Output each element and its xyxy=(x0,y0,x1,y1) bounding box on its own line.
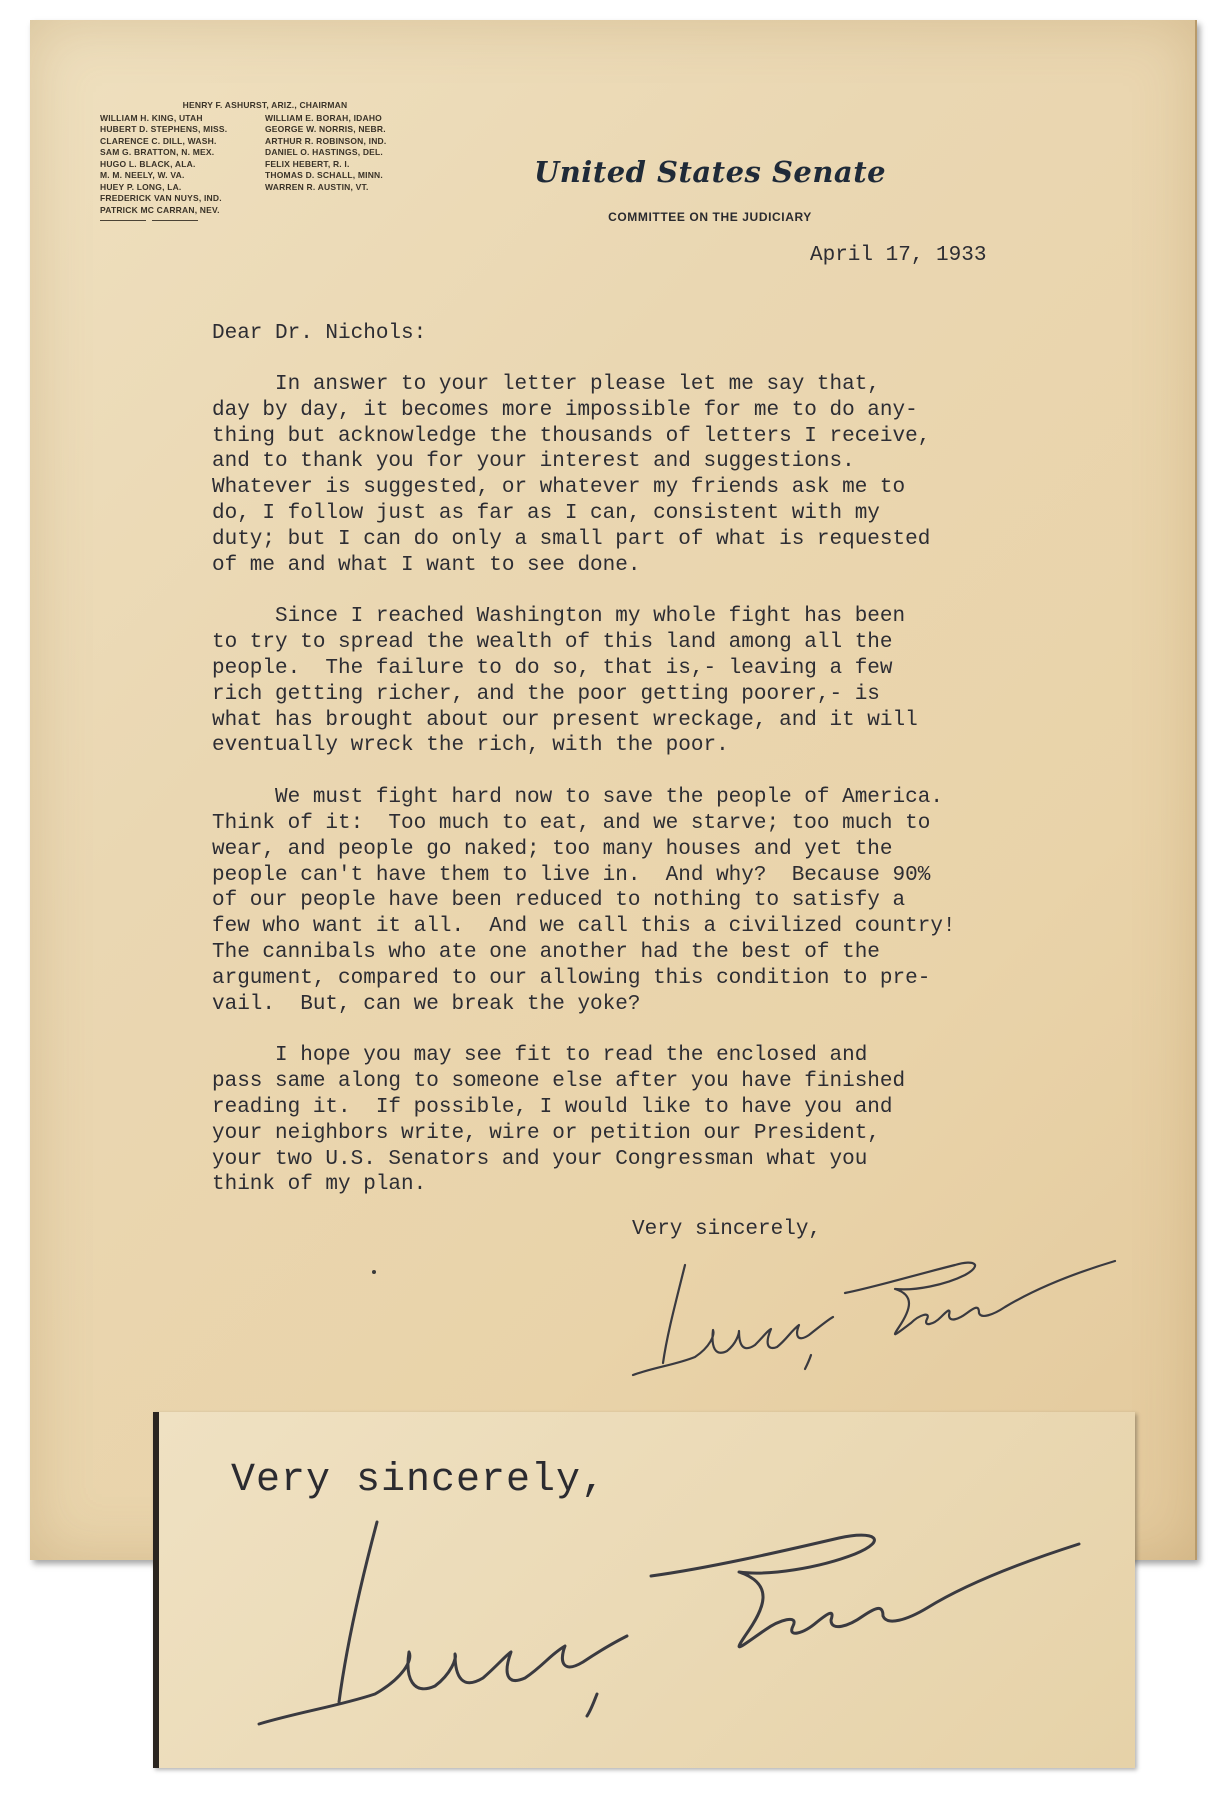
roster-member: HUBERT D. STEPHENS, MISS. xyxy=(100,124,228,134)
letter-body xyxy=(212,372,1142,1224)
roster-column-left xyxy=(100,113,265,222)
committee-chairman: HENRY F. ASHURST, ARIZ., CHAIRMAN xyxy=(182,100,348,110)
roster-member: CLARENCE C. DILL, WASH. xyxy=(100,135,217,146)
roster-member: M. M. NEELY, W. VA. xyxy=(100,170,185,180)
roster-member: WILLIAM E. BORAH, IDAHO xyxy=(265,112,382,123)
roster-member: THOMAS D. SCHALL, MINN. xyxy=(265,170,383,180)
roster-member: WILLIAM H. KING, UTAH xyxy=(100,112,203,123)
letter-salutation: Dear Dr. Nichols: xyxy=(212,322,427,345)
roster-member: ARTHUR R. ROBINSON, IND. xyxy=(265,135,387,146)
roster-member: WARREN R. AUSTIN, VT. xyxy=(265,181,369,192)
letter-closing: Very sincerely, xyxy=(632,1218,822,1241)
roster-member: PATRICK MC CARRAN, NEV. xyxy=(100,204,220,215)
inset-closing: Very sincerely, xyxy=(231,1458,607,1503)
letter-paragraph: Since I reached Washington my whole fight has been to try to spread the wealth of this land among all the people. The failure to do so, that is,- leaving a few rich getting richer, and the poor getting poorer,- is what has brought about our present wreckage, and it will eventually wreck the rich, with the poor. xyxy=(212,605,918,758)
roster-column-right xyxy=(265,113,430,222)
roster-member: DANIEL O. HASTINGS, DEL. xyxy=(265,147,383,157)
letterhead-committee: COMMITTEE ON THE JUDICIARY xyxy=(608,210,812,224)
roster-member: HUEY P. LONG, LA. xyxy=(100,181,182,192)
signature-huey-long xyxy=(615,1235,1135,1385)
letter-paragraph: I hope you may see fit to read the enclosed and pass same along to someone else after you have finished reading it. If possible, I would like to have you and your neighbors write, wire or petition our President, your two U.S. Senators and your Congressman what you think of my plan. xyxy=(212,1044,906,1197)
letter-date: April 17, 1933 xyxy=(810,244,987,267)
roster-member: FREDERICK VAN NUYS, IND. xyxy=(100,193,222,203)
roster-member: SAM G. BRATTON, N. MEX. xyxy=(100,147,215,157)
ink-dot xyxy=(372,1270,376,1274)
roster-member: HUGO L. BLACK, ALA. xyxy=(100,158,196,169)
committee-roster xyxy=(100,100,430,221)
roster-member: GEORGE W. NORRIS, NEBR. xyxy=(265,124,386,134)
roster-underline xyxy=(100,220,265,221)
roster-member: FELIX HEBERT, R. I. xyxy=(265,158,350,169)
letterhead-title: United States Senate xyxy=(533,155,887,189)
letter-paragraph: We must fight hard now to save the people of America. Think of it: Too much to eat, and we starve; too much to wear, and people go naked; too many houses and yet the people can't have them to live in. And why? Because 90% of our people have been reduced to nothing to satisfy a few who want it all. And we call this a civilized country! The cannibals who ate one another had the best of the argument, compared to our allowing this condition to pre- vail. But, can we break the yoke? xyxy=(212,786,956,1016)
signature-detail-inset xyxy=(153,1412,1135,1768)
letter-paragraph: In answer to your letter please let me say that, day by day, it becomes more impossible for me to do any- thing but acknowledge the thousands of letters I receive, and to thank you for your interest and suggestions. Whatever is suggested, or whatever my friends ask me to do, I follow just as far as I can, consistent with my duty; but I can do only a small part of what is requested of me and what I want to see done. xyxy=(212,373,931,577)
signature-huey-long-enlarged xyxy=(199,1502,1099,1752)
